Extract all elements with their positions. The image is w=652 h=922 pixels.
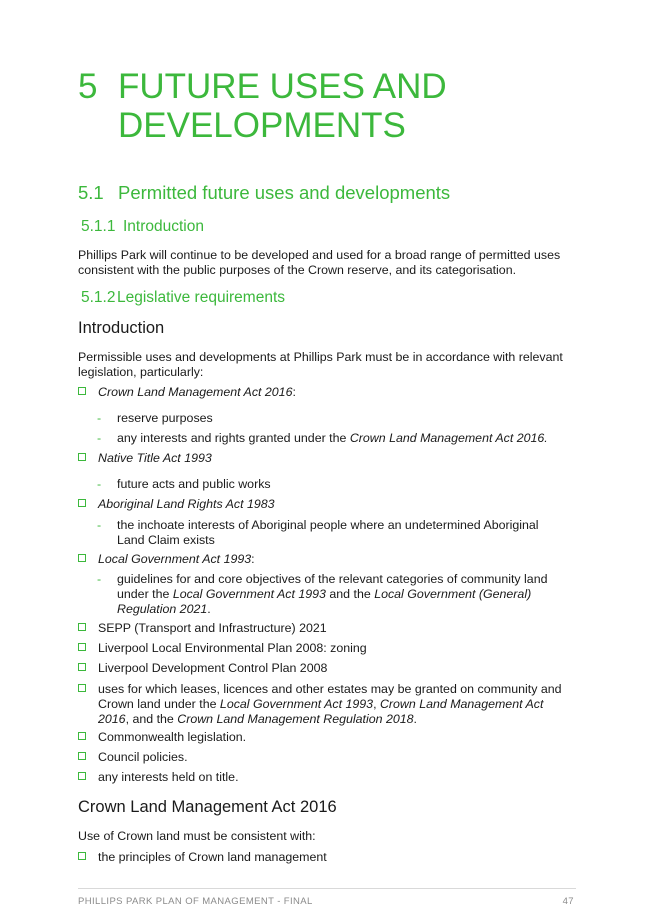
intro-paragraph: Phillips Park will continue to be developed and used for a broad range of permitted uses consistent with the public purposes of the Crown reserve, and its categorisation. — [78, 248, 561, 277]
item-text: SEPP (Transport and Infrastructure) 2021 — [98, 621, 327, 635]
item-text: Liverpool Development Control Plan 2008 — [98, 661, 328, 675]
punctuation: : — [251, 552, 255, 566]
list-item — [78, 497, 568, 512]
item-text: Liverpool Local Environmental Plan 2008: zoning — [98, 641, 367, 655]
crown-land-heading: Crown Land Management Act 2016 — [78, 798, 337, 816]
checkbox-bullet-icon — [78, 554, 86, 562]
subsection-number: 5.1.2 — [81, 289, 116, 306]
chapter-heading — [78, 67, 598, 145]
act-title: Crown Land Management Act 2016. — [349, 431, 548, 445]
dash-bullet-icon: - — [97, 477, 102, 491]
sub-item-text: the inchoate interests of Aboriginal people where an undetermined Aboriginal Land Claim exists — [117, 518, 539, 547]
sub-list-item — [97, 518, 567, 548]
act-title: Local Government (General) Regulation 2021 — [117, 587, 532, 616]
sub-item-text: guidelines for and core objectives of the relevant categories of community land under the — [117, 572, 548, 601]
section-heading — [78, 182, 450, 204]
list-item — [78, 641, 568, 656]
list-item — [78, 451, 568, 466]
dash-bullet-icon: - — [97, 518, 102, 532]
act-title: Crown Land Management Act 2016 — [98, 385, 293, 399]
list-item — [78, 385, 568, 400]
list-item — [78, 552, 568, 567]
subsection-title: Legislative requirements — [117, 289, 286, 306]
subsection-title: Introduction — [123, 218, 204, 235]
act-title: Local Government Act 1993 — [172, 587, 326, 601]
subsection-heading-introduction — [81, 218, 204, 236]
act-title: Crown Land Management Regulation 2018 — [177, 712, 414, 726]
checkbox-bullet-icon — [78, 623, 86, 631]
subsection-heading-legislative — [81, 289, 285, 307]
list-item — [78, 770, 568, 785]
list-item — [78, 661, 568, 676]
checkbox-bullet-icon — [78, 663, 86, 671]
punctuation: . — [413, 712, 417, 726]
item-text: the principles of Crown land management — [98, 850, 327, 864]
checkbox-bullet-icon — [78, 772, 86, 780]
list-item — [78, 621, 568, 636]
legislation-intro-paragraph: Permissible uses and developments at Phillips Park must be in accordance with relevant legislation, particularly: — [78, 350, 563, 379]
act-title: Local Government Act 1993 — [98, 552, 252, 566]
act-title: Native Title Act 1993 — [98, 451, 212, 465]
footer-title: PHILLIPS PARK PLAN OF MANAGEMENT - FINAL — [78, 896, 313, 907]
act-title: Crown Land Management Act 2016 — [98, 697, 544, 726]
dash-bullet-icon: - — [97, 431, 102, 445]
list-item — [78, 730, 568, 745]
punctuation: , — [373, 697, 380, 711]
checkbox-bullet-icon — [78, 732, 86, 740]
checkbox-bullet-icon — [78, 453, 86, 461]
item-text: Council policies. — [98, 750, 188, 764]
item-text: Commonwealth legislation. — [98, 730, 247, 744]
list-item — [78, 682, 568, 727]
chapter-title: FUTURE USES AND DEVELOPMENTS — [118, 67, 447, 145]
section-title: Permitted future uses and developments — [118, 182, 451, 203]
sub-item-text: future acts and public works — [117, 477, 271, 491]
sub-list-item — [97, 477, 587, 492]
item-text: , and the — [125, 712, 178, 726]
sub-item-text: and the — [325, 587, 375, 601]
item-text: uses for which leases, licences and other estates may be granted on community and Crown land under the — [98, 682, 562, 711]
item-text: any interests held on title. — [98, 770, 239, 784]
punctuation: : — [292, 385, 296, 399]
checkbox-bullet-icon — [78, 643, 86, 651]
section-number: 5.1 — [78, 182, 104, 203]
subsection-number: 5.1.1 — [81, 218, 116, 235]
chapter-number: 5 — [78, 67, 98, 106]
sub-item-text: any interests and rights granted under the — [117, 431, 350, 445]
footer-divider — [78, 888, 576, 889]
checkbox-bullet-icon — [78, 684, 86, 692]
checkbox-bullet-icon — [78, 387, 86, 395]
dash-bullet-icon: - — [97, 411, 102, 425]
sub-item-text: reserve purposes — [117, 411, 213, 425]
page-number: 47 — [562, 896, 574, 907]
sub-list-item — [97, 431, 587, 446]
sub-list-item — [97, 411, 587, 426]
list-item — [78, 850, 568, 865]
sub-list-item — [97, 572, 577, 617]
introduction-heading: Introduction — [78, 319, 165, 337]
act-title: Aboriginal Land Rights Act 1983 — [98, 497, 275, 511]
checkbox-bullet-icon — [78, 752, 86, 760]
punctuation: . — [207, 602, 211, 616]
checkbox-bullet-icon — [78, 499, 86, 507]
list-item — [78, 750, 568, 765]
checkbox-bullet-icon — [78, 852, 86, 860]
crown-land-paragraph: Use of Crown land must be consistent with: — [78, 829, 316, 843]
dash-bullet-icon: - — [97, 572, 102, 586]
act-title: Local Government Act 1993 — [219, 697, 374, 711]
